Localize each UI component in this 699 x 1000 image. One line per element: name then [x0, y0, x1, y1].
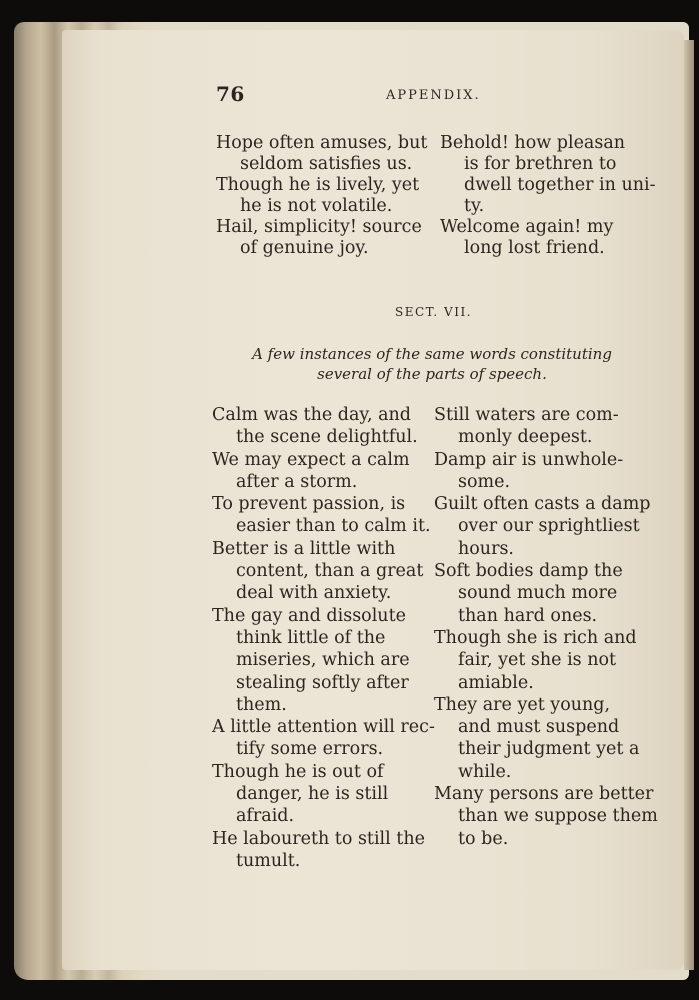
example-sentence: Calm was the day, and the scene delightful.	[212, 405, 418, 448]
example-sentence: Hope often amuses, but seldom satisfies us.	[216, 133, 428, 174]
example-sentence: Though she is rich and fair, yet she is not amiable.	[434, 627, 637, 693]
example-sentence: Guilt often casts a damp over our sprightliest hours.	[434, 494, 651, 559]
example-sentence: He laboureth to still the tumult.	[212, 828, 425, 871]
facing-page-edge	[684, 40, 694, 970]
section-heading: SECT. VII.	[395, 305, 472, 319]
example-sentence: They are yet young, and must suspend their judgment yet a while.	[434, 694, 640, 782]
example-sentence: Damp air is unwhole- some.	[434, 449, 624, 492]
example-sentence: Many persons are better than we suppose them to be.	[434, 784, 658, 849]
section-subtitle: A few instances of the same words constituting several of the parts of speech.	[252, 345, 612, 383]
bottom-left-column	[212, 404, 435, 872]
example-sentence: A little attention will rec- tify some errors.	[212, 717, 435, 760]
example-sentence: Though he is lively, yet he is not volatile.	[216, 175, 420, 216]
example-sentence: Soft bodies damp the sound much more than hard ones.	[434, 561, 623, 626]
example-sentence: Though he is out of danger, he is still afraid.	[212, 761, 389, 827]
example-sentence: Welcome again! my long lost friend.	[440, 217, 614, 258]
example-sentence: We may expect a calm after a storm.	[212, 449, 410, 492]
example-sentence: To prevent passion, is easier than to calm it.	[212, 494, 431, 537]
page-number: 76	[216, 82, 245, 106]
top-left-column	[216, 133, 434, 259]
example-sentence: Better is a little with content, than a great deal with anxiety.	[212, 538, 424, 604]
bottom-right-column	[434, 404, 658, 850]
example-sentence: Behold! how pleasan is for brethren to dwell together in uni- ty.	[440, 133, 656, 216]
example-sentence: Still waters are com- monly deepest.	[434, 405, 619, 448]
running-head: APPENDIX.	[386, 88, 481, 103]
top-right-column	[440, 133, 656, 259]
example-sentence: The gay and dissolute think little of the miseries, which are stealing softly after them.	[212, 605, 410, 715]
example-sentence: Hail, simplicity! source of genuine joy.	[216, 217, 422, 258]
